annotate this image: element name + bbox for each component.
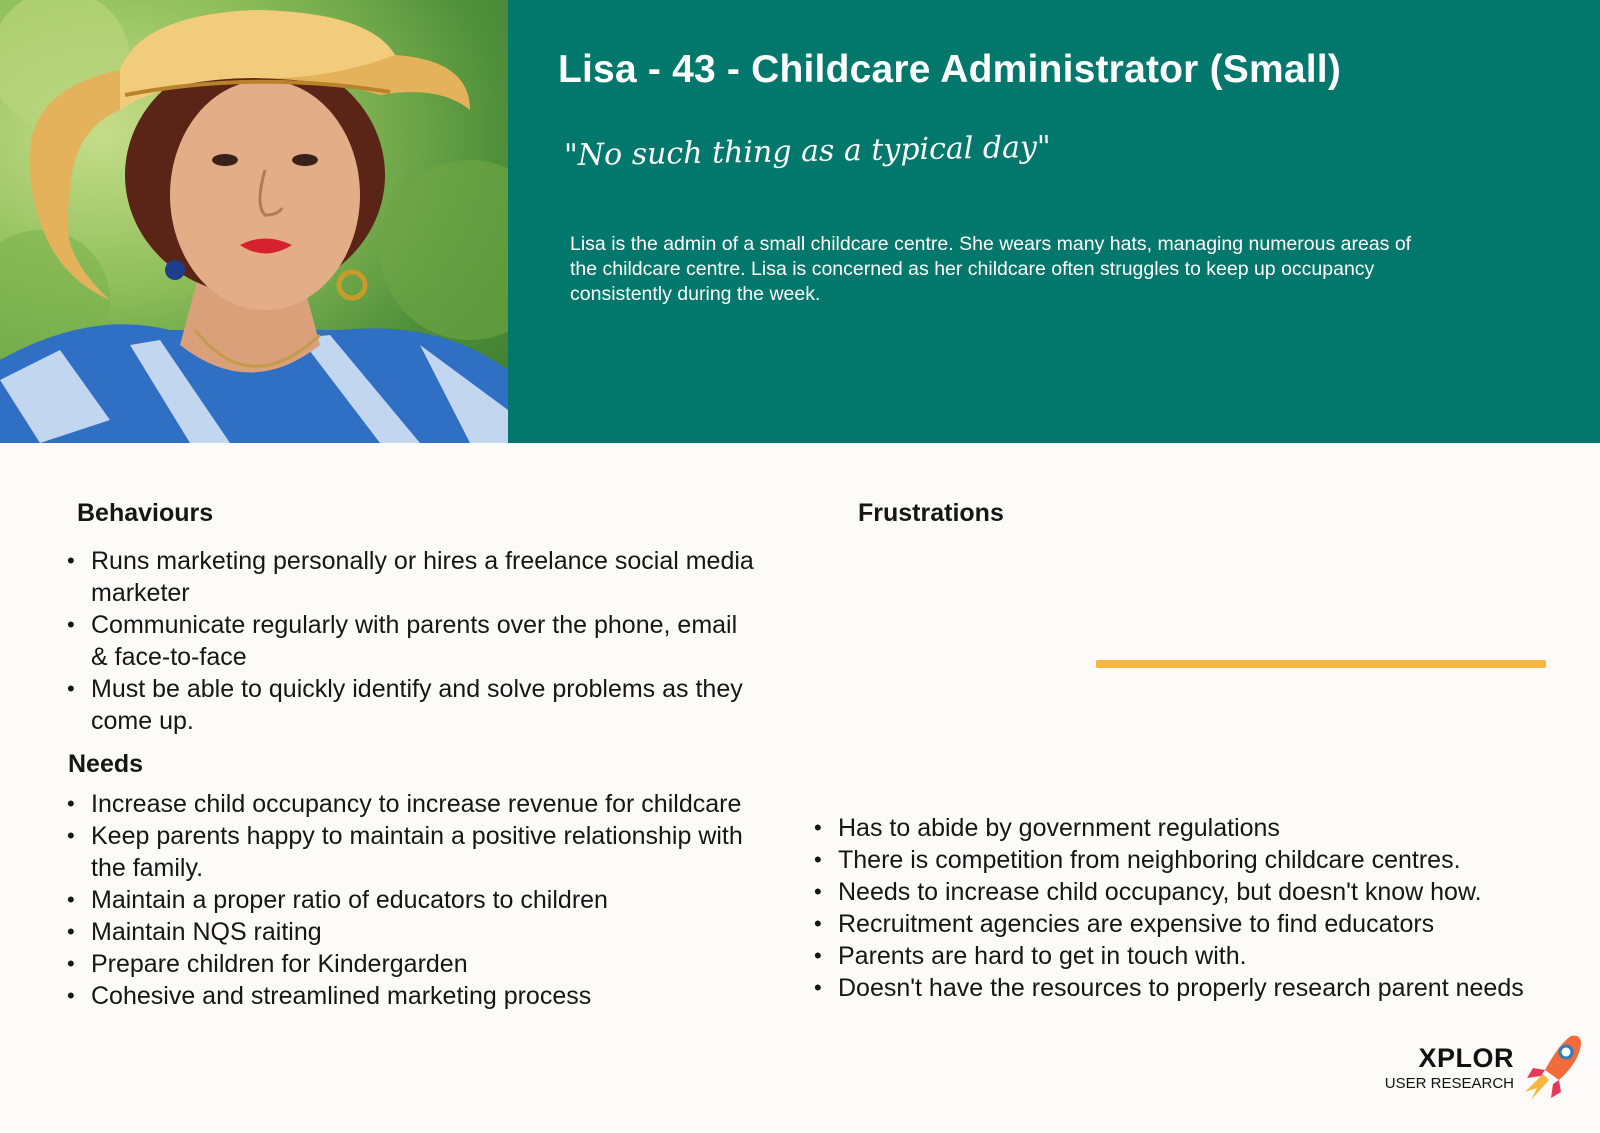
list-item: • Needs to increase child occupancy, but doesn't know how. <box>814 876 1554 908</box>
rocket-icon <box>1519 1032 1585 1102</box>
logo-subtitle: USER RESEARCH <box>1384 1075 1514 1092</box>
needs-heading: Needs <box>68 750 144 778</box>
persona-photo <box>0 0 508 443</box>
list-item: • Has to abide by government regulations <box>814 812 1554 844</box>
list-item: • Maintain a proper ratio of educators to children <box>67 884 767 916</box>
accent-divider <box>1096 660 1546 668</box>
behaviours-heading: Behaviours <box>77 499 214 527</box>
list-item: • Communicate regularly with parents over the phone, email & face-to-face <box>67 609 757 673</box>
needs-list <box>67 788 767 1012</box>
list-item: • Maintain NQS raiting <box>67 916 767 948</box>
list-item: • Prepare children for Kindergarden <box>67 948 767 980</box>
list-item: • Must be able to quickly identify and solve problems as they come up. <box>67 673 757 737</box>
list-item: • Increase child occupancy to increase revenue for childcare <box>67 788 767 820</box>
xplor-logo <box>1385 1040 1585 1100</box>
list-item: • Doesn't have the resources to properly research parent needs <box>814 972 1554 1004</box>
woman-in-sun-hat-illustration <box>0 0 508 443</box>
behaviours-list <box>67 545 757 737</box>
frustrations-heading: Frustrations <box>858 499 1004 527</box>
list-item: • Runs marketing personally or hires a freelance social media marketer <box>67 545 757 609</box>
list-item: • Recruitment agencies are expensive to find educators <box>814 908 1554 940</box>
list-item: • Keep parents happy to maintain a positive relationship with the family. <box>67 820 767 884</box>
persona-intro: Lisa is the admin of a small childcare centre. She wears many hats, managing numerous areas of the childcare centre. Lisa is concerned as her childcare often struggles to keep up occupancy consistently during the week. <box>570 233 1412 305</box>
persona-header-banner <box>508 0 1600 443</box>
list-item: • Parents are hard to get in touch with. <box>814 940 1554 972</box>
persona-quote: "No such thing as a typical day" <box>563 129 1052 174</box>
list-item: • There is competition from neighboring childcare centres. <box>814 844 1554 876</box>
persona-title: Lisa - 43 - Childcare Administrator (Small) <box>558 48 1342 91</box>
list-item: • Cohesive and streamlined marketing process <box>67 980 767 1012</box>
frustrations-list <box>814 812 1554 1004</box>
logo-wordmark: XPLOR <box>1418 1043 1514 1073</box>
